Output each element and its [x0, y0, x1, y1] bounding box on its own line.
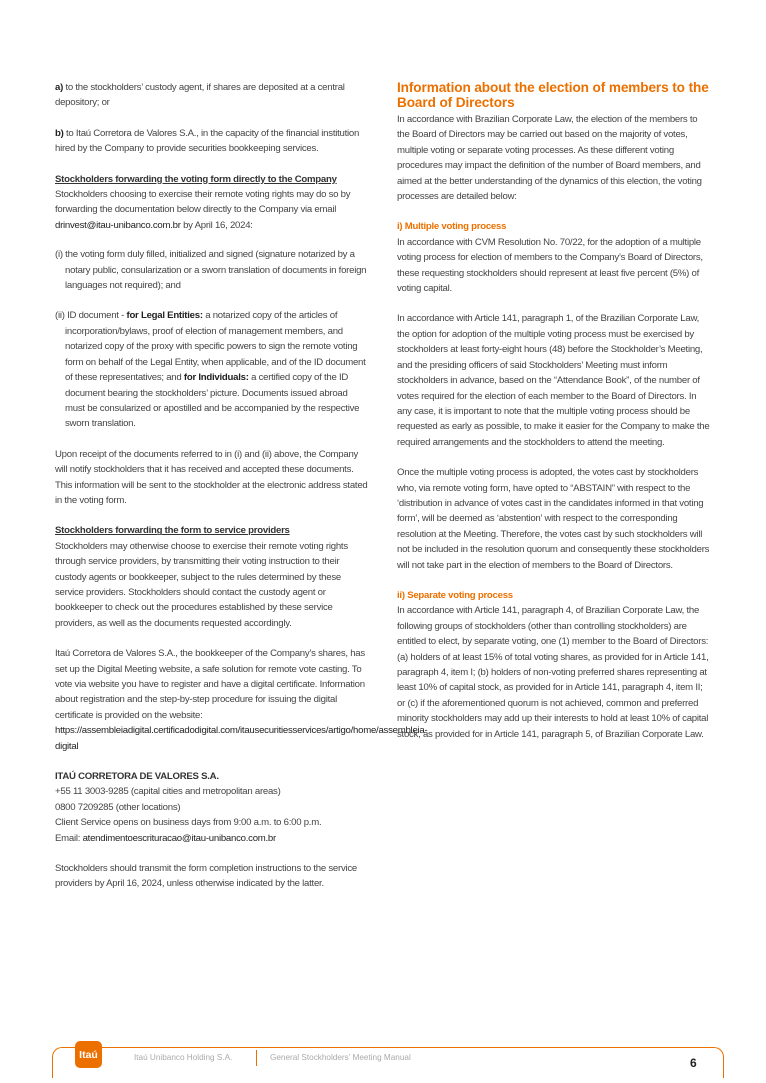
service-hours: Client Service opens on business days from 9:00 a.m. to 6:00 p.m.	[55, 817, 322, 829]
contact-block	[55, 769, 368, 846]
intro-paragraph: In accordance with Brazilian Corporate Law, the election of the members to the Board of Directors may be carried out based on the majority of votes, multiple voting or separate voting processes. As these different voting procedures may impact the definition of the number of Board members, and aimed at the better understanding of the dynamics of this election, the voting processes are detailed below:	[397, 114, 702, 203]
left-column	[55, 80, 428, 907]
paragraph-b: b) to Itaú Corretora de Valores S.A., in the capacity of the financial institution hired by the Company to provide securities bookkeeping services.	[55, 127, 360, 155]
multiple-voting-p1: In accordance with CVM Resolution No. 70/22, for the adoption of a multiple voting process for election of members to the Company’s Board of Directors, these requesting stockholders should represent at least five percent (5%) of voting capital.	[397, 236, 703, 295]
page-number: 6	[690, 1056, 697, 1070]
footer-document-title: General Stockholders’ Meeting Manual	[270, 1053, 411, 1062]
section-heading-direct: Stockholders forwarding the voting form directly to the Company	[55, 173, 337, 185]
right-column	[397, 80, 711, 757]
board-election-heading: Information about the election of members to the Board of Directors	[397, 80, 709, 110]
separate-voting-p1: In accordance with Article 141, paragraph 4, of Brazilian Corporate Law, the following groups of stockholders (other than controlling stockholders) are entitled to elect, by separate voting, one (1) member to the Board of Directors: (a) holders of at least 15% of total voting shares, as provided for in Article 141, paragraph 4, item I; (b) holders of non-voting preferred shares representing at least 10% of capital stock, as provided for in Article 141, paragraph 4, item II; or (c) if the aforementioned quorum is not achieved, common and preferred minority stockholders may add up their interests to hold at least 10% of capital stock, as provided for in Article 141, paragraph 5, of Brazilian Corporate Law.	[397, 605, 709, 740]
list-item-i: (i) the voting form duly filled, initialized and signed (signature notarized by a notary public, consularization or a sworn translation of documents in foreign languages not required); and	[55, 249, 367, 292]
section-service-providers: Stockholders forwarding the form to service providers Stockholders may otherwise choose to exercise their remote voting rights through service providers, by transmitting their voting instruction to their custody agents or bookkeeper, subject to the rules determined by these service providers. Stockholders should contact the custody agent or bookkeeper to check out the procedures established by these service providers, as well as the documents requested accordingly.	[55, 525, 348, 629]
phone-other: 0800 7209285 (other locations)	[55, 801, 181, 813]
section-heading-service: Stockholders forwarding the form to service providers	[55, 525, 290, 537]
multiple-voting-p2: In accordance with Article 141, paragraph 1, of the Brazilian Corporate Law, the option for adoption of the multiple voting process must be exercised by stockholders at least forty-eight hours (48) before the Stockholder’s Meeting, and the presiding officers of said Stockholders’ Meeting must inform stockholders in advance, based on the “Attendance Book”, of the number of votes required for the election of each member to the Board of Directors. In any case, it is important to note that the multiple voting process should be requested as early as possible, to make it easier for the Company to make the required arrangements and the stockholders to attend the meeting.	[397, 313, 710, 448]
company-name: ITAÚ CORRETORA DE VALORES S.A.	[55, 771, 219, 783]
itau-logo: Itaú	[75, 1041, 102, 1068]
footer-divider	[256, 1050, 257, 1066]
multiple-voting-p3: Once the multiple voting process is adopted, the votes cast by stockholders who, via remote voting form, have opted to “ABSTAIN” with respect to the ‘distribution in advance of votes cast in the candidates informed in that voting form’, will be deemed as ‘abstention’ with respect to the corresponding resolution at the Meeting. Therefore, the votes cast by such stockholders will not be included in the resolution quorum and consequently these stockholders will not take part in the election of members to the Board of Directors.	[397, 467, 710, 571]
contact-email: Email: atendimentoescrituracao@itau-unibanco.com.br	[55, 832, 276, 844]
email-link-escrituracao[interactable]: atendimentoescrituracao@itau-unibanco.com.br	[82, 832, 276, 844]
list-item-ii: (ii) ID document - for Legal Entities: a notarized copy of the articles of incorporation/bylaws, proof of election of management members, and notarized copy of the proxy with specific powers to sign the remote voting form on behalf of the Legal Entity, when applicable, and of the ID document of these representatives; and for Individuals: a certified copy of the ID document bearing the stockholders’ picture. Documents issued abroad must be consularized or apostilled and be accompanied by the respective sworn translation.	[55, 310, 366, 430]
receipt-paragraph: Upon receipt of the documents referred to in (i) and (ii) above, the Company will notify stockholders that it has received and accepted these documents. This information will be sent to the stockholder at the electronic address stated in the voting form.	[55, 448, 368, 506]
paragraph-a: a) to the stockholders’ custody agent, if shares are deposited at a central depository; or	[55, 82, 345, 109]
closing-paragraph: Stockholders should transmit the form completion instructions to the service providers by April 16, 2024, unless otherwise indicated by the latter.	[55, 863, 358, 890]
phone-capitals: +55 11 3003-9285 (capital cities and metropolitan areas)	[55, 786, 281, 798]
multiple-voting-title: i) Multiple voting process	[397, 221, 507, 233]
digital-meeting-link[interactable]: https://assembleiadigital.certificadodigital.com/itausecuritiesservices/artigo/home/assembleia-digital	[55, 725, 428, 752]
itau-digital-paragraph: Itaú Corretora de Valores S.A., the bookkeeper of the Company’s shares, has set up the Digital Meeting website, a safe solution for remote vote casting. To vote via website you have to register and have a digital certificate. Information about registration and the step-by-step procedure for issuing the digital certificate is provided on the website: https://assembleiadigital.certificadodigital.com/itausecuritiesservices/artigo/home/assembleia-digital	[55, 648, 428, 752]
footer-company: Itaú Unibanco Holding S.A.	[134, 1053, 233, 1062]
footer-frame	[52, 1047, 724, 1078]
section-direct: Stockholders forwarding the voting form directly to the Company Stockholders choosing to exercise their remote voting rights may do so by forwarding the documentation below directly to the Company via email drinvest@itau-unibanco.com.br by April 16, 2024:	[55, 173, 351, 231]
email-link-drinvest[interactable]: drinvest@itau-unibanco.com.br	[55, 219, 181, 231]
separate-voting-title: ii) Separate voting process	[397, 589, 513, 601]
